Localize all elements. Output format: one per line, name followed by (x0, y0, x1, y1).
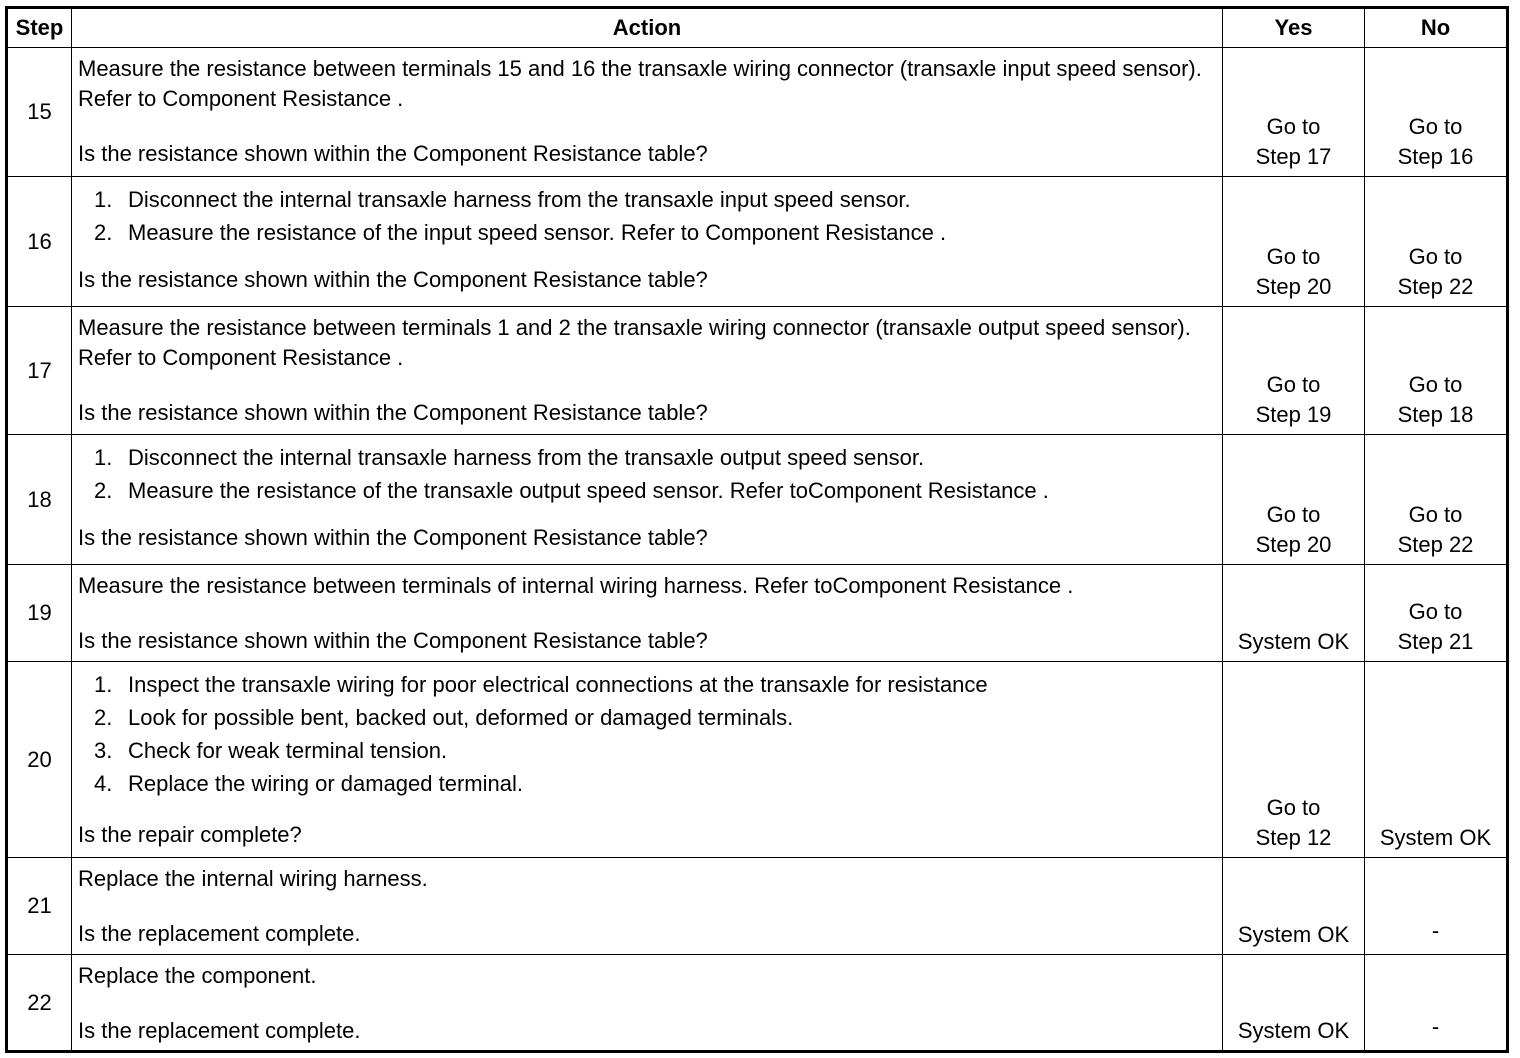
no-result: System OK (1379, 825, 1492, 850)
no-cell (1365, 177, 1508, 307)
no-result: - (1431, 1014, 1440, 1039)
list-item: 1. Disconnect the internal transaxle harness from the transaxle output speed sensor. (94, 445, 925, 470)
list-item: 4. Replace the wiring or damaged terminal. (94, 771, 523, 796)
table-row (7, 177, 1508, 307)
step-number: 18 (7, 435, 72, 565)
no-result: Go to Step 18 (1397, 372, 1474, 427)
yes-cell (1223, 177, 1365, 307)
table-row (7, 858, 1508, 955)
step-number: 21 (7, 858, 72, 955)
yes-result: Go to Step 19 (1255, 372, 1332, 427)
no-cell (1365, 858, 1508, 955)
no-cell (1365, 955, 1508, 1052)
header-action: Action (72, 8, 1223, 48)
step-number: 22 (7, 955, 72, 1052)
yes-cell (1223, 307, 1365, 435)
yes-cell (1223, 48, 1365, 177)
action-question: Is the resistance shown within the Component Resistance table? (78, 628, 708, 653)
no-cell (1365, 435, 1508, 565)
yes-cell (1223, 858, 1365, 955)
action-cell (72, 662, 1223, 858)
list-item: 2. Measure the resistance of the transaxle output speed sensor. Refer toComponent Resistance . (94, 478, 1049, 503)
action-list (78, 668, 1216, 800)
action-cell (72, 435, 1223, 565)
yes-cell (1223, 662, 1365, 858)
list-item: 2. Look for possible bent, backed out, deformed or damaged terminals. (94, 705, 794, 730)
diagnostic-steps-table (5, 6, 1509, 1053)
no-result: Go to Step 22 (1397, 244, 1474, 299)
action-cell (72, 565, 1223, 662)
no-cell (1365, 565, 1508, 662)
action-question: Is the repair complete? (78, 822, 302, 847)
table-row (7, 48, 1508, 177)
action-question: Is the replacement complete. (78, 921, 361, 946)
action-list (78, 183, 1216, 249)
list-item: 1. Inspect the transaxle wiring for poor electrical connections at the transaxle for resistance (94, 672, 988, 697)
table-row (7, 307, 1508, 435)
table-row (7, 435, 1508, 565)
action-cell (72, 858, 1223, 955)
no-result: Go to Step 21 (1397, 599, 1474, 654)
step-number: 20 (7, 662, 72, 858)
step-number: 16 (7, 177, 72, 307)
list-item: 1. Disconnect the internal transaxle harness from the transaxle input speed sensor. (94, 187, 911, 212)
action-cell (72, 955, 1223, 1052)
step-number: 15 (7, 48, 72, 177)
action-question: Is the replacement complete. (78, 1018, 361, 1043)
action-text: Replace the component. (78, 963, 317, 988)
header-no: No (1365, 8, 1508, 48)
action-question: Is the resistance shown within the Component Resistance table? (78, 525, 708, 550)
step-number: 19 (7, 565, 72, 662)
action-cell (72, 307, 1223, 435)
list-item: 3. Check for weak terminal tension. (94, 738, 448, 763)
list-item: 2. Measure the resistance of the input speed sensor. Refer to Component Resistance . (94, 220, 947, 245)
action-text: Measure the resistance between terminals 1 and 2 the transaxle wiring connector (transaxle output speed sensor). Refer to Component Resistance . (78, 315, 1191, 370)
table-row (7, 662, 1508, 858)
action-question: Is the resistance shown within the Component Resistance table? (78, 267, 708, 292)
no-result: - (1431, 918, 1440, 943)
yes-result: System OK (1237, 922, 1350, 947)
yes-result: Go to Step 20 (1255, 244, 1332, 299)
no-cell (1365, 307, 1508, 435)
yes-result: Go to Step 20 (1255, 502, 1332, 557)
header-step: Step (7, 8, 72, 48)
action-text: Replace the internal wiring harness. (78, 866, 428, 891)
no-cell (1365, 48, 1508, 177)
action-question: Is the resistance shown within the Component Resistance table? (78, 141, 708, 166)
no-result: Go to Step 22 (1397, 502, 1474, 557)
no-result: Go to Step 16 (1397, 114, 1474, 169)
action-text: Measure the resistance between terminals 15 and 16 the transaxle wiring connector (transaxle input speed sensor). Refer to Component Resistance . (78, 56, 1202, 111)
yes-cell (1223, 565, 1365, 662)
yes-cell (1223, 955, 1365, 1052)
header-row (7, 8, 1508, 48)
action-cell (72, 48, 1223, 177)
header-yes: Yes (1223, 8, 1365, 48)
action-text: Measure the resistance between terminals of internal wiring harness. Refer toComponent Resistance . (78, 573, 1074, 598)
action-list (78, 441, 1216, 507)
yes-result: Go to Step 17 (1255, 114, 1332, 169)
table-row (7, 565, 1508, 662)
no-cell (1365, 662, 1508, 858)
yes-result: Go to Step 12 (1255, 795, 1332, 850)
step-number: 17 (7, 307, 72, 435)
yes-cell (1223, 435, 1365, 565)
action-question: Is the resistance shown within the Component Resistance table? (78, 400, 708, 425)
action-cell (72, 177, 1223, 307)
table-row (7, 955, 1508, 1052)
yes-result: System OK (1237, 629, 1350, 654)
yes-result: System OK (1237, 1018, 1350, 1043)
